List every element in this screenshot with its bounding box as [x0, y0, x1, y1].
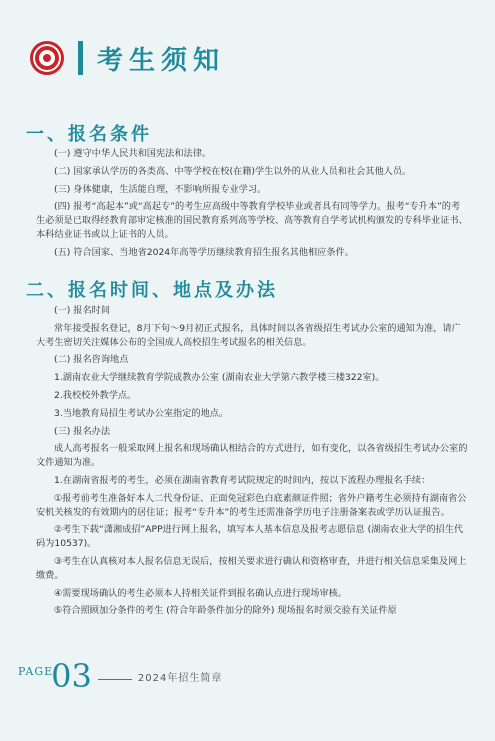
paragraph: (二) 国家承认学历的各类高、中等学校在校(在籍)学生以外的从业人员和社会其他人员。: [54, 165, 412, 177]
section-heading-registration: 二、报名时间、地点及办法: [26, 280, 278, 301]
paragraph: 2.我校校外教学点。: [54, 389, 137, 401]
paragraph: (五) 符合国家、当地省2024年高等学历继续教育招生报名其他相应条件。: [54, 246, 354, 258]
footer-divider: [98, 679, 132, 680]
paragraph: (一) 遵守中华人民共和国宪法和法律。: [54, 148, 212, 159]
paragraph: ①报考前考生准备好本人二代身份证、正面免冠彩色白底素颜证件照；省外户籍考生必须持有湖南省公安机关核发的有效期内的居住证；报考“专升本”的考生还需准备学历电子注册备案表或学历认证报告。: [36, 492, 467, 518]
page-number: 03: [51, 657, 92, 695]
section-heading-requirements: 一、报名条件: [26, 124, 152, 145]
page-label: PAGE: [18, 665, 54, 678]
paragraph: 1.湖南农业大学继续教育学院成教办公室 (湖南农业大学第六教学楼三楼322室)。: [54, 372, 385, 384]
paragraph: ④需要现场确认的考生必须本人持相关证件到报名确认点进行现场审核。: [54, 587, 348, 599]
title-accent-bar: [78, 41, 83, 75]
section-body-registration: [36, 304, 468, 622]
paragraph: (一) 报名时间: [54, 305, 111, 316]
paragraph: (四) 报考“高起本”或“高起专”的考生应高级中等教育学校毕业或者具有同等学力。报考“专升本”的考生必须是已取得经教育部审定核准的国民教育系列高等学校、高等教育自学考试机构颁发的专科毕业证书、本科结业证书或以上证书的人员。: [36, 201, 468, 240]
paragraph: ⑤符合照顾加分条件的考生 (符合年龄条件加分的除外) 现场报名时须交验有关证件原: [54, 605, 397, 617]
paragraph: (三) 报名办法: [54, 425, 111, 437]
page-title: 考生须知: [97, 45, 226, 76]
page-header: [30, 38, 225, 78]
page-footer: [18, 652, 223, 695]
paragraph: 常年接受报名登记，8月下旬～9月初正式报名，具体时间以各省级招生考试办公室的通知为准，请广大考生密切关注媒体公布的全国成人高校招生考试报名的相关信息。: [36, 322, 461, 348]
paragraph: ②考生下载“潇湘成招”APP进行网上报名，填写本人基本信息及报考志愿信息 (湖南农业大学的招生代码为10537)。: [36, 524, 464, 550]
paragraph: ③考生在认真核对本人报名信息无误后，按相关要求进行确认和资格审查，并进行相关信息采集及网上缴费。: [36, 555, 467, 581]
booklet-title: 2024年招生简章: [137, 673, 223, 684]
paragraph: 成人高考报名一般采取网上报名和现场确认相结合的方式进行，如有变化，以各省级招生考试办公室的文件通知为准。: [36, 443, 468, 469]
section-body-requirements: [36, 147, 468, 264]
paragraph: (三) 身体健康，生活能自理，不影响所报专业学习。: [54, 183, 267, 195]
university-logo-icon: [30, 41, 64, 75]
paragraph: 1.在湖南省报考的考生，必须在湖南省教育考试院规定的时间内，按以下流程办理报名手续：: [54, 474, 431, 486]
paragraph: 3.当地教育局招生考试办公室指定的地点。: [54, 407, 229, 419]
paragraph: (二) 报名咨询地点: [54, 354, 129, 366]
